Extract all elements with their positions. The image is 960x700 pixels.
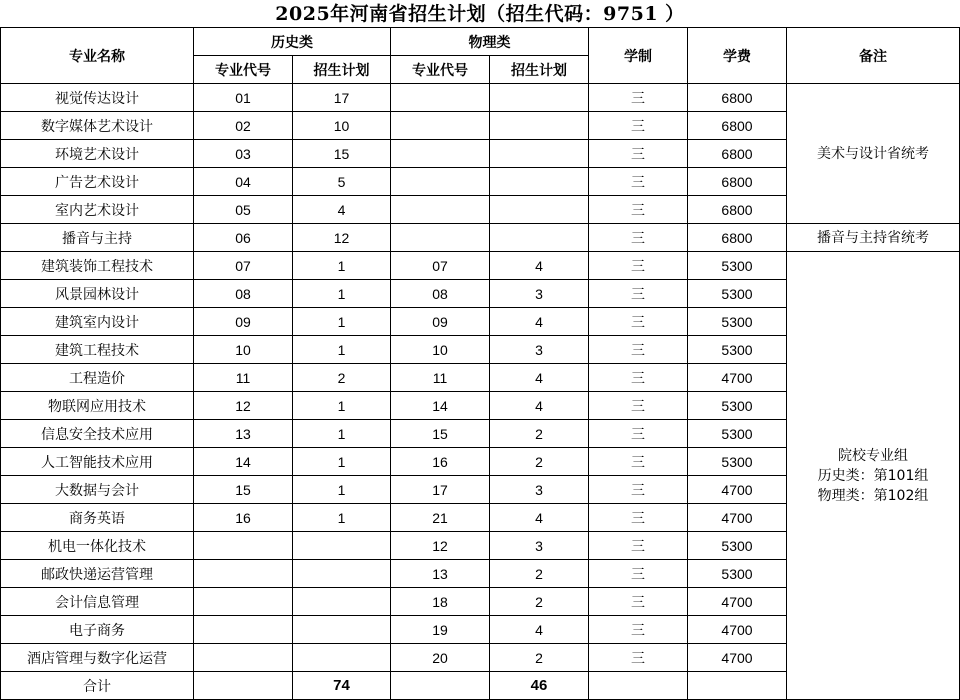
history-code-cell: 14 (194, 448, 293, 476)
duration-cell: 三 (589, 84, 688, 112)
fee-cell: 4700 (688, 364, 787, 392)
physics-code-cell (391, 224, 490, 252)
header-physics: 物理类 (391, 28, 589, 56)
duration-cell: 三 (589, 140, 688, 168)
history-code-cell: 13 (194, 420, 293, 448)
physics-code-cell: 20 (391, 644, 490, 672)
duration-cell: 三 (589, 420, 688, 448)
history-plan-cell: 15 (293, 140, 391, 168)
duration-cell: 三 (589, 252, 688, 280)
remark-college-group (787, 252, 960, 700)
history-code-cell: 06 (194, 224, 293, 252)
fee-cell: 6800 (688, 168, 787, 196)
header-fee: 学费 (688, 28, 787, 84)
physics-code-cell (391, 84, 490, 112)
history-plan-cell: 1 (293, 392, 391, 420)
history-code-cell: 15 (194, 476, 293, 504)
major-name-cell: 工程造价 (1, 364, 194, 392)
page-title: 2025年河南省招生计划（招生代码：9751 ） (275, 3, 685, 25)
major-name-cell: 会计信息管理 (1, 588, 194, 616)
history-plan-cell: 10 (293, 112, 391, 140)
physics-code-cell (391, 168, 490, 196)
major-name-cell: 机电一体化技术 (1, 532, 194, 560)
physics-plan-cell: 2 (490, 588, 589, 616)
duration-cell: 三 (589, 196, 688, 224)
fee-cell: 4700 (688, 476, 787, 504)
physics-code-cell (391, 196, 490, 224)
physics-code-cell: 09 (391, 308, 490, 336)
remark-group-line: 历史类：第101组 (817, 467, 929, 484)
history-code-cell: 09 (194, 308, 293, 336)
fee-cell: 5300 (688, 252, 787, 280)
history-code-cell (194, 532, 293, 560)
major-name-cell: 人工智能技术应用 (1, 448, 194, 476)
physics-code-cell: 14 (391, 392, 490, 420)
major-name-cell: 数字媒体艺术设计 (1, 112, 194, 140)
history-plan-cell: 4 (293, 196, 391, 224)
header-history-plan: 招生计划 (293, 56, 391, 84)
history-code-cell (194, 560, 293, 588)
total-duration-empty (589, 672, 688, 700)
fee-cell: 4700 (688, 616, 787, 644)
duration-cell: 三 (589, 112, 688, 140)
physics-code-cell: 17 (391, 476, 490, 504)
major-name-cell: 商务英语 (1, 504, 194, 532)
header-major-name: 专业名称 (1, 28, 194, 84)
physics-plan-cell (490, 140, 589, 168)
total-physics-code-empty (391, 672, 490, 700)
physics-plan-cell: 4 (490, 616, 589, 644)
duration-cell: 三 (589, 168, 688, 196)
fee-cell: 5300 (688, 392, 787, 420)
remark-broadcast-exam: 播音与主持省统考 (787, 224, 960, 252)
duration-cell: 三 (589, 280, 688, 308)
duration-cell: 三 (589, 224, 688, 252)
total-physics-plan: 46 (490, 672, 589, 700)
history-code-cell: 04 (194, 168, 293, 196)
history-plan-cell: 1 (293, 336, 391, 364)
fee-cell: 5300 (688, 280, 787, 308)
history-plan-cell: 1 (293, 252, 391, 280)
table-row (1, 224, 960, 252)
physics-plan-cell (490, 84, 589, 112)
major-name-cell: 酒店管理与数字化运营 (1, 644, 194, 672)
duration-cell: 三 (589, 476, 688, 504)
physics-plan-cell: 2 (490, 448, 589, 476)
physics-plan-cell (490, 112, 589, 140)
history-plan-cell: 12 (293, 224, 391, 252)
history-code-cell: 16 (194, 504, 293, 532)
physics-plan-cell: 3 (490, 280, 589, 308)
physics-code-cell: 13 (391, 560, 490, 588)
history-code-cell: 12 (194, 392, 293, 420)
history-code-cell: 03 (194, 140, 293, 168)
fee-cell: 5300 (688, 308, 787, 336)
total-history-plan: 74 (293, 672, 391, 700)
fee-cell: 5300 (688, 336, 787, 364)
duration-cell: 三 (589, 336, 688, 364)
fee-cell: 5300 (688, 560, 787, 588)
major-name-cell: 播音与主持 (1, 224, 194, 252)
history-code-cell (194, 588, 293, 616)
duration-cell: 三 (589, 364, 688, 392)
physics-code-cell: 12 (391, 532, 490, 560)
history-plan-cell: 5 (293, 168, 391, 196)
duration-cell: 三 (589, 448, 688, 476)
fee-cell: 6800 (688, 140, 787, 168)
major-name-cell: 建筑工程技术 (1, 336, 194, 364)
physics-plan-cell: 2 (490, 420, 589, 448)
total-label: 合计 (1, 672, 194, 700)
physics-plan-cell (490, 196, 589, 224)
duration-cell: 三 (589, 616, 688, 644)
major-name-cell: 电子商务 (1, 616, 194, 644)
physics-plan-cell: 4 (490, 364, 589, 392)
major-name-cell: 信息安全技术应用 (1, 420, 194, 448)
physics-code-cell: 18 (391, 588, 490, 616)
history-plan-cell: 2 (293, 364, 391, 392)
physics-code-cell: 11 (391, 364, 490, 392)
history-code-cell (194, 644, 293, 672)
physics-code-cell: 10 (391, 336, 490, 364)
history-code-cell: 08 (194, 280, 293, 308)
header-remark: 备注 (787, 28, 960, 84)
fee-cell: 6800 (688, 196, 787, 224)
fee-cell: 4700 (688, 588, 787, 616)
header-history: 历史类 (194, 28, 391, 56)
physics-plan-cell: 4 (490, 252, 589, 280)
history-code-cell: 10 (194, 336, 293, 364)
history-plan-cell (293, 532, 391, 560)
duration-cell: 三 (589, 308, 688, 336)
total-fee-empty (688, 672, 787, 700)
duration-cell: 三 (589, 392, 688, 420)
physics-code-cell: 21 (391, 504, 490, 532)
history-plan-cell: 17 (293, 84, 391, 112)
remark-group-line: 物理类：第102组 (817, 487, 929, 504)
major-name-cell: 广告艺术设计 (1, 168, 194, 196)
total-history-code-empty (194, 672, 293, 700)
fee-cell: 6800 (688, 224, 787, 252)
history-plan-cell: 1 (293, 280, 391, 308)
physics-plan-cell (490, 168, 589, 196)
physics-plan-cell: 3 (490, 532, 589, 560)
history-plan-cell (293, 616, 391, 644)
history-code-cell: 07 (194, 252, 293, 280)
duration-cell: 三 (589, 504, 688, 532)
physics-plan-cell: 4 (490, 504, 589, 532)
major-name-cell: 视觉传达设计 (1, 84, 194, 112)
header-physics-code: 专业代号 (391, 56, 490, 84)
physics-plan-cell: 3 (490, 476, 589, 504)
major-name-cell: 环境艺术设计 (1, 140, 194, 168)
table-row (1, 252, 960, 280)
physics-plan-cell: 2 (490, 644, 589, 672)
fee-cell: 5300 (688, 532, 787, 560)
physics-plan-cell: 2 (490, 560, 589, 588)
physics-code-cell: 19 (391, 616, 490, 644)
fee-cell: 5300 (688, 448, 787, 476)
physics-code-cell: 16 (391, 448, 490, 476)
physics-plan-cell: 4 (490, 392, 589, 420)
fee-cell: 6800 (688, 84, 787, 112)
history-plan-cell (293, 588, 391, 616)
duration-cell: 三 (589, 560, 688, 588)
duration-cell: 三 (589, 532, 688, 560)
physics-code-cell: 15 (391, 420, 490, 448)
major-name-cell: 物联网应用技术 (1, 392, 194, 420)
major-name-cell: 大数据与会计 (1, 476, 194, 504)
duration-cell: 三 (589, 644, 688, 672)
fee-cell: 4700 (688, 504, 787, 532)
physics-plan-cell (490, 224, 589, 252)
history-code-cell: 05 (194, 196, 293, 224)
history-plan-cell: 1 (293, 420, 391, 448)
table-row (1, 84, 960, 112)
physics-code-cell: 08 (391, 280, 490, 308)
history-code-cell: 01 (194, 84, 293, 112)
physics-code-cell (391, 112, 490, 140)
physics-code-cell: 07 (391, 252, 490, 280)
history-code-cell: 11 (194, 364, 293, 392)
history-code-cell (194, 616, 293, 644)
major-name-cell: 建筑装饰工程技术 (1, 252, 194, 280)
enrollment-plan-table (0, 27, 960, 700)
remark-art-exam: 美术与设计省统考 (787, 84, 960, 224)
major-name-cell: 建筑室内设计 (1, 308, 194, 336)
physics-plan-cell: 3 (490, 336, 589, 364)
major-name-cell: 风景园林设计 (1, 280, 194, 308)
history-code-cell: 02 (194, 112, 293, 140)
header-physics-plan: 招生计划 (490, 56, 589, 84)
physics-plan-cell: 4 (490, 308, 589, 336)
history-plan-cell: 1 (293, 504, 391, 532)
history-plan-cell: 1 (293, 448, 391, 476)
major-name-cell: 室内艺术设计 (1, 196, 194, 224)
physics-code-cell (391, 140, 490, 168)
history-plan-cell: 1 (293, 308, 391, 336)
major-name-cell: 邮政快递运营管理 (1, 560, 194, 588)
duration-cell: 三 (589, 588, 688, 616)
history-plan-cell (293, 644, 391, 672)
remark-group-line: 院校专业组 (838, 447, 908, 464)
fee-cell: 5300 (688, 420, 787, 448)
history-plan-cell: 1 (293, 476, 391, 504)
fee-cell: 6800 (688, 112, 787, 140)
header-history-code: 专业代号 (194, 56, 293, 84)
fee-cell: 4700 (688, 644, 787, 672)
history-plan-cell (293, 560, 391, 588)
header-duration: 学制 (589, 28, 688, 84)
